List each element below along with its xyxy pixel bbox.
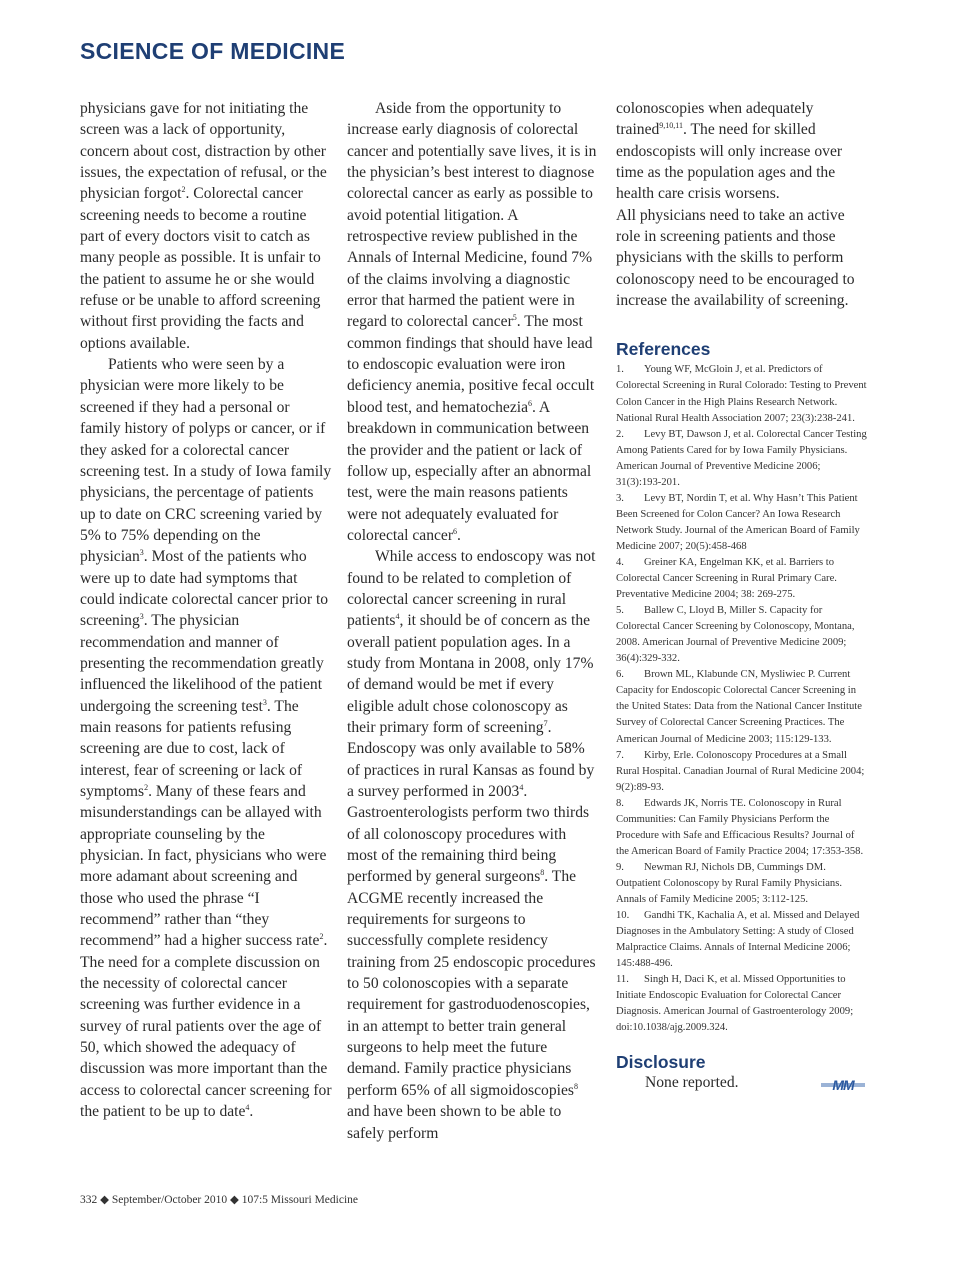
disclosure-text: None reported.: [645, 1074, 739, 1092]
logo-text: MM: [832, 1076, 854, 1093]
paragraph: colonoscopies when adequately trained$^{9,10,11}$. The need for skilled endoscopists will only increase over time as the population ages and the health care crisis worsens.: [616, 100, 843, 203]
reference-item: 9. Newman RJ, Nichols DB, Cummings DM. Outpatient Colonoscopy by Rural Family Physicians. Annals of Family Medicine 2005; 3:112-125.: [616, 861, 842, 905]
missouri-medicine-logo: [821, 1078, 865, 1091]
disclosure-heading: Disclosure: [616, 1052, 706, 1073]
paragraph: physicians gave for not initiating the screen was a lack of opportunity, concern about cost, distraction by other issues, the expectation of refusal, or the physician forgot$^2$. Colorectal cancer screening needs to become a routine part of every doctors visit to catch as many people as possible. It is unfair to the patient to assume he or she would refuse or be unable to afford screening without first providing the facts and options available.: [80, 100, 327, 352]
reference-item: 11. Singh H, Daci K, et al. Missed Opportunities to Initiate Endoscopic Evaluation for Colorectal Cancer Diagnosis. American Journal of Gastroenterology 2009; doi:10.1038/ajg.2009.324.: [616, 974, 854, 1034]
section-title: SCIENCE OF MEDICINE: [80, 38, 346, 64]
reference-item: 4. Greiner KA, Engelman KK, et al. Barriers to Colorectal Cancer Screening in Rural Primary Care. Preventative Medicine 2004; 38: 269-275.: [616, 557, 837, 601]
page-footer: 332 ◆ September/October 2010 ◆ 107:5 Missouri Medicine: [80, 1194, 358, 1206]
paragraph: All physicians need to take an active role in screening patients and those physicians with the skills to perform colonoscopy need to be encouraged to increase the availability of screening.: [616, 206, 855, 310]
reference-item: 6. Brown ML, Klabunde CN, Mysliwiec P. Current Capacity for Endoscopic Colorectal Cancer Screening in the United States: Data from the National Cancer Institute Survey of Colorectal Cancer Screening Practices. The American Journal of Medicine 2003; 115:129-133.: [616, 669, 862, 745]
reference-item: 3. Levy BT, Nordin T, et al. Why Hasn’t This Patient Been Screened for Colon Cancer? An Iowa Research Network Study. Journal of the American Board of Family Medicine 2007; 20(5):458-468: [616, 492, 860, 552]
article-column-2: [347, 98, 599, 1144]
reference-item: 7. Kirby, Erle. Colonoscopy Procedures at a Small Rural Hospital. Canadian Journal of Rural Medicine 2004; 9(2):89-93.: [616, 749, 865, 793]
reference-item: 1. Young WF, McGloin J, et al. Predictors of Colorectal Screening in Rural Colorado: Testing to Prevent Colon Cancer in the High Plains Research Network. National Rural Health Association 2007; 23(3):238-241.: [616, 364, 867, 424]
reference-item: 10. Gandhi TK, Kachalia A, et al. Missed and Delayed Diagnoses in the Ambulatory Setting: A study of Closed Malpractice Claims. Annals of Internal Medicine 2006; 145:488-496.: [616, 910, 860, 970]
reference-item: 5. Ballew C, Lloyd B, Miller S. Capacity for Colorectal Cancer Screening by Colonoscopy, Montana, 2008. American Journal of Preventive Medicine 2009; 36(4):329-332.: [616, 605, 855, 665]
article-column-1: [80, 98, 332, 1123]
paragraph: Aside from the opportunity to increase early diagnosis of colorectal cancer and potentially save lives, it is in the physician’s best interest to diagnose colorectal cancer as early as possible to avoid potential litigation. A retrospective review published in the Annals of Internal Medicine, found 7% of the claims involving a diagnostic error that harmed the patient were in regard to colorectal cancer$^5$. The most common findings that should have lead to endoscopic evaluation were iron deficiency anemia, positive fecal occult blood test, and hematochezia$^6$. A breakdown in communication between the provider and the patient or lack of follow up, especially after an abnormal test, were the main reasons patients were not adequately evaluated for colorectal cancer$^6$.: [347, 100, 597, 544]
reference-list: [616, 362, 868, 1036]
reference-item: 8. Edwards JK, Norris TE. Colonoscopy in Rural Communities: Can Family Physicians Perform the Procedure with Safe and Efficacious Results? Journal of the American Board of Family Practice 2004; 17:353-358.: [616, 797, 864, 857]
disclosure-row: [616, 1072, 868, 1094]
paragraph: While access to endoscopy was not found to be related to completion of colorectal cancer screening in rural patients$^4$, it should be of concern as the overall patient population ages. In a study from Montana in 2008, only 17% of demand would be met if every eligible adult chose colonoscopy as their primary form of screening$^7$. Endoscopy was only available to 58% of practices in rural Kansas as found by a survey performed in 2003$^4$. Gastroenterologists perform two thirds of all colonoscopy procedures with most of the remaining third being performed by general surgeons$^8$. The ACGME recently increased the requirements for surgeons to successfully complete residency training from 25 endoscopic procedures to 50 colonoscopies with a separate requirement for gastroduodenoscopies, in an attempt to better train general surgeons to help meet the future demand. Family practice physicians perform 65% of all sigmoidoscopies$^8$ and have been shown to be able to safely perform: [347, 548, 596, 1142]
reference-item: 2. Levy BT, Dawson J, et al. Colorectal Cancer Testing Among Patients Cared for by Iowa Family Physicians. American Journal of Preventive Medicine 2006; 31(3):193-201.: [616, 428, 867, 488]
article-column-3: [616, 98, 868, 1094]
references-heading: References: [616, 339, 711, 360]
paragraph: Patients who were seen by a physician were more likely to be screened if they had a personal or family history of polyps or cancer, or if they asked for a colorectal cancer screening test. In a study of Iowa family physicians, the percentage of patients up to date on CRC screening varied by 5% to 75% depending on the physician$^3$. Most of the patients who were up to date had symptoms that could indicate colorectal cancer prior to screening$^3$. The physician recommendation and manner of presenting the recommendation greatly influenced the likelihood of the patient undergoing the screening test$^3$. The main reasons for patients refusing screening are due to cost, lack of interest, fear of screening or lack of symptoms$^2$. Many of these fears and misunderstandings can be allayed with appropriate counseling by the physician. In fact, physicians who were more adamant about screening and those who used the phrase “I recommend” rather than “they recommend” had a higher success rate$^2$. The need for a complete discussion on the necessity of colorectal cancer screening was further evidence in a survey of rural patients over the age of 50, which showed the adequacy of discussion was more important than the access to colorectal cancer screening for the patient to be up to date$^4$.: [80, 356, 332, 1121]
